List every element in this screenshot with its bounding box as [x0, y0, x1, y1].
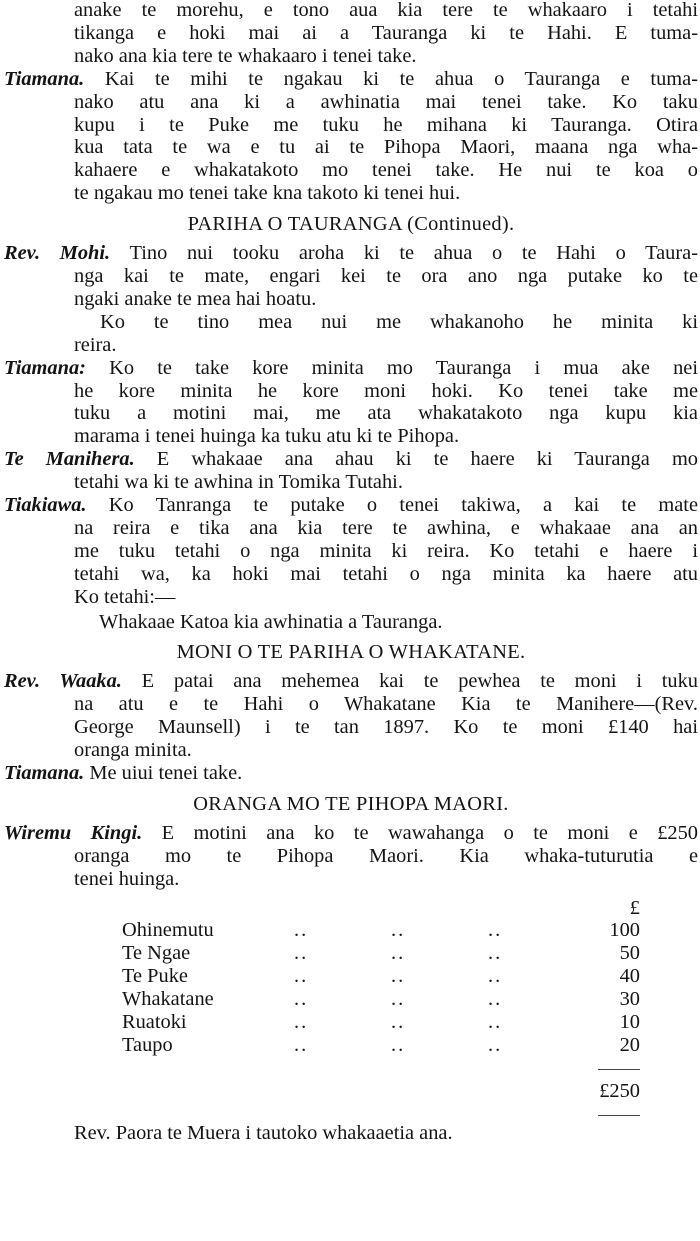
text-line: tuku a motini mai, me ata whakatakoto nga kupu kia: [74, 402, 698, 425]
leader-dots: ..: [294, 1011, 309, 1034]
speaker-name: Wiremu Kingi.: [4, 821, 143, 844]
text-line: nako atu ana ki a awhinatia mai tenei take. Ko taku: [74, 90, 698, 113]
text-line: Ko Tanranga te putake o tenei takiwa, a kai te mate: [86, 494, 698, 517]
text-line: E whakaae ana ahau ki te haere ki Tauranga mo: [134, 448, 699, 471]
table-row: [122, 1034, 640, 1057]
text-line: George Maunsell) i te tan 1897. Ko te moni £140 hai: [74, 716, 698, 739]
speech-te-manihera: [4, 448, 698, 494]
amount: 10: [619, 1011, 640, 1034]
speech-tiamana-1: [4, 68, 698, 205]
table-row: [122, 965, 640, 988]
leader-dots: ..: [391, 1011, 406, 1034]
leader-dots: ..: [391, 919, 406, 942]
leader-dots: ..: [294, 988, 309, 1011]
text-line: oranga minita.: [74, 739, 192, 762]
table-row: [122, 919, 640, 942]
leader-dots: ..: [488, 965, 503, 988]
speech-tiamana-2: [4, 357, 698, 449]
text-line: reira.: [74, 333, 117, 356]
leader-dots: ..: [391, 1033, 406, 1056]
text-line: tetahi wa ki te awhina in Tomika Tutahi.: [74, 471, 403, 494]
total-rule: [598, 1069, 640, 1070]
motion-text: Whakaae Katoa kia awhinatia a Tauranga.: [99, 610, 443, 633]
text-line: nga kai te mate, engari kei te ora ano nga putake ko te: [74, 264, 698, 287]
leader-dots: ..: [488, 919, 503, 942]
speech-rev-waaka: [4, 670, 698, 762]
total-amount: £250: [599, 1079, 640, 1102]
closing-line: Rev. Paora te Muera i tautoko whakaaetia ana.: [74, 1121, 453, 1144]
leader-dots: ..: [294, 919, 309, 942]
speaker-name: Tiamana:: [4, 356, 86, 379]
speech-tiamana-3: [4, 762, 698, 785]
speech-tiakiawa: [4, 494, 698, 609]
allocation-table: [122, 897, 640, 1116]
text-line: Ko te take kore minita mo Tauranga i mua ake nei: [85, 356, 698, 379]
text-line: Me uiui tenei take.: [84, 762, 243, 784]
text-line: kupu i te Puke me tuku he mihana ki Tauranga. Otira: [74, 113, 698, 136]
section-heading-whakatane: MONI O TE PARIHA O WHAKATANE.: [176, 641, 526, 664]
leader-dots: ..: [294, 965, 309, 988]
text-line: tenei huinga.: [74, 867, 180, 890]
text-line: oranga mo te Pihopa Maori. Kia whaka-tuturutia e: [74, 844, 698, 867]
speaker-name: Rev. Mohi.: [4, 242, 111, 265]
leader-dots: ..: [488, 988, 503, 1011]
table-row: [122, 1011, 640, 1034]
leader-dots: ..: [391, 965, 406, 988]
place-name: Whakatane: [122, 988, 214, 1011]
table-header-row: [122, 897, 640, 920]
speaker-name: Rev. Waaka.: [4, 670, 122, 693]
leader-dots: ..: [488, 942, 503, 965]
text-line: nako ana kia tere te whakaaro i tenei take.: [74, 44, 417, 67]
section-heading-pihopa: ORANGA MO TE PIHOPA MAORI.: [193, 792, 509, 815]
text-line: tikanga e hoki mai ai a Tauranga ki te Hahi. E tuma-: [74, 21, 698, 44]
speaker-name: Tiakiawa.: [4, 494, 87, 517]
text-line: anake te morehu, e tono aua kia tere te whakaaro i tetahi: [74, 0, 698, 21]
speaker-name: Tiamana.: [4, 762, 85, 784]
table-row: [122, 988, 640, 1011]
leader-dots: ..: [488, 1033, 503, 1056]
text-line: Ko te tino mea nui me whakanoho he minita ki: [100, 310, 698, 333]
text-line: Tino nui tooku aroha ki te ahua o te Hahi o Taura-: [110, 242, 698, 265]
amount: 20: [619, 1033, 640, 1056]
leader-dots: ..: [294, 942, 309, 965]
amount: 100: [609, 919, 640, 942]
section-heading-tauranga: PARIHA O TAURANGA (Continued).: [187, 213, 515, 236]
amount: 30: [619, 988, 640, 1011]
text-line: na atu e te Hahi o Whakatane Kia te Manihere—(Rev.: [74, 693, 698, 716]
speech-wiremu-kingi: [4, 822, 698, 891]
leader-dots: ..: [391, 988, 406, 1011]
currency-symbol: £: [629, 896, 640, 919]
leader-dots: ..: [488, 1011, 503, 1034]
place-name: Taupo: [122, 1033, 173, 1056]
place-name: Te Ngae: [122, 942, 191, 965]
amount: 50: [619, 942, 640, 965]
text-line: te ngakau mo tenei take kna takoto ki tenei hui.: [74, 182, 461, 205]
text-line: me tuku tetahi o nga minita ki reira. Ko tetahi e haere i: [74, 539, 698, 562]
text-line: ngaki anake te mea hai hoatu.: [74, 287, 317, 310]
text-line: E patai ana mehemea kai te pewhea te moni i tuku: [121, 670, 698, 693]
place-name: Te Puke: [122, 965, 188, 988]
place-name: Ohinemutu: [122, 919, 214, 942]
text-line: na reira e tika ana kia tere te awhina, e whakaae ana an: [74, 516, 698, 539]
total-rule: [598, 1115, 640, 1116]
opening-paragraph: [4, 0, 698, 68]
speaker-name: Te Manihera.: [4, 448, 135, 471]
leader-dots: ..: [391, 942, 406, 965]
table-total-row: [122, 1057, 640, 1116]
table-row: [122, 942, 640, 965]
text-line: marama i tenei huinga ka tuku atu ki te Pihopa.: [74, 425, 460, 448]
text-line: Kai te mihi te ngakau ki te ahua o Tauranga e tuma-: [84, 67, 698, 90]
speaker-name: Tiamana.: [4, 67, 85, 90]
leader-dots: ..: [294, 1033, 309, 1056]
text-line: he kore minita he kore moni hoki. Ko tenei take me: [74, 379, 698, 402]
text-line: E motini ana ko te wawahanga o te moni e £250: [142, 821, 699, 844]
text-line: tetahi wa, ka hoki mai tetahi o nga minita ka haere atu: [74, 562, 698, 585]
text-line: kua tata te wa e tu ai te Pihopa Maori, maana nga wha-: [74, 136, 698, 159]
place-name: Ruatoki: [122, 1011, 187, 1034]
text-line: Ko tetahi:—: [74, 585, 176, 608]
text-line: kahaere e whakatakoto mo tenei take. He nui te koa o: [74, 159, 698, 182]
amount: 40: [619, 965, 640, 988]
speech-rev-mohi: [4, 242, 698, 357]
